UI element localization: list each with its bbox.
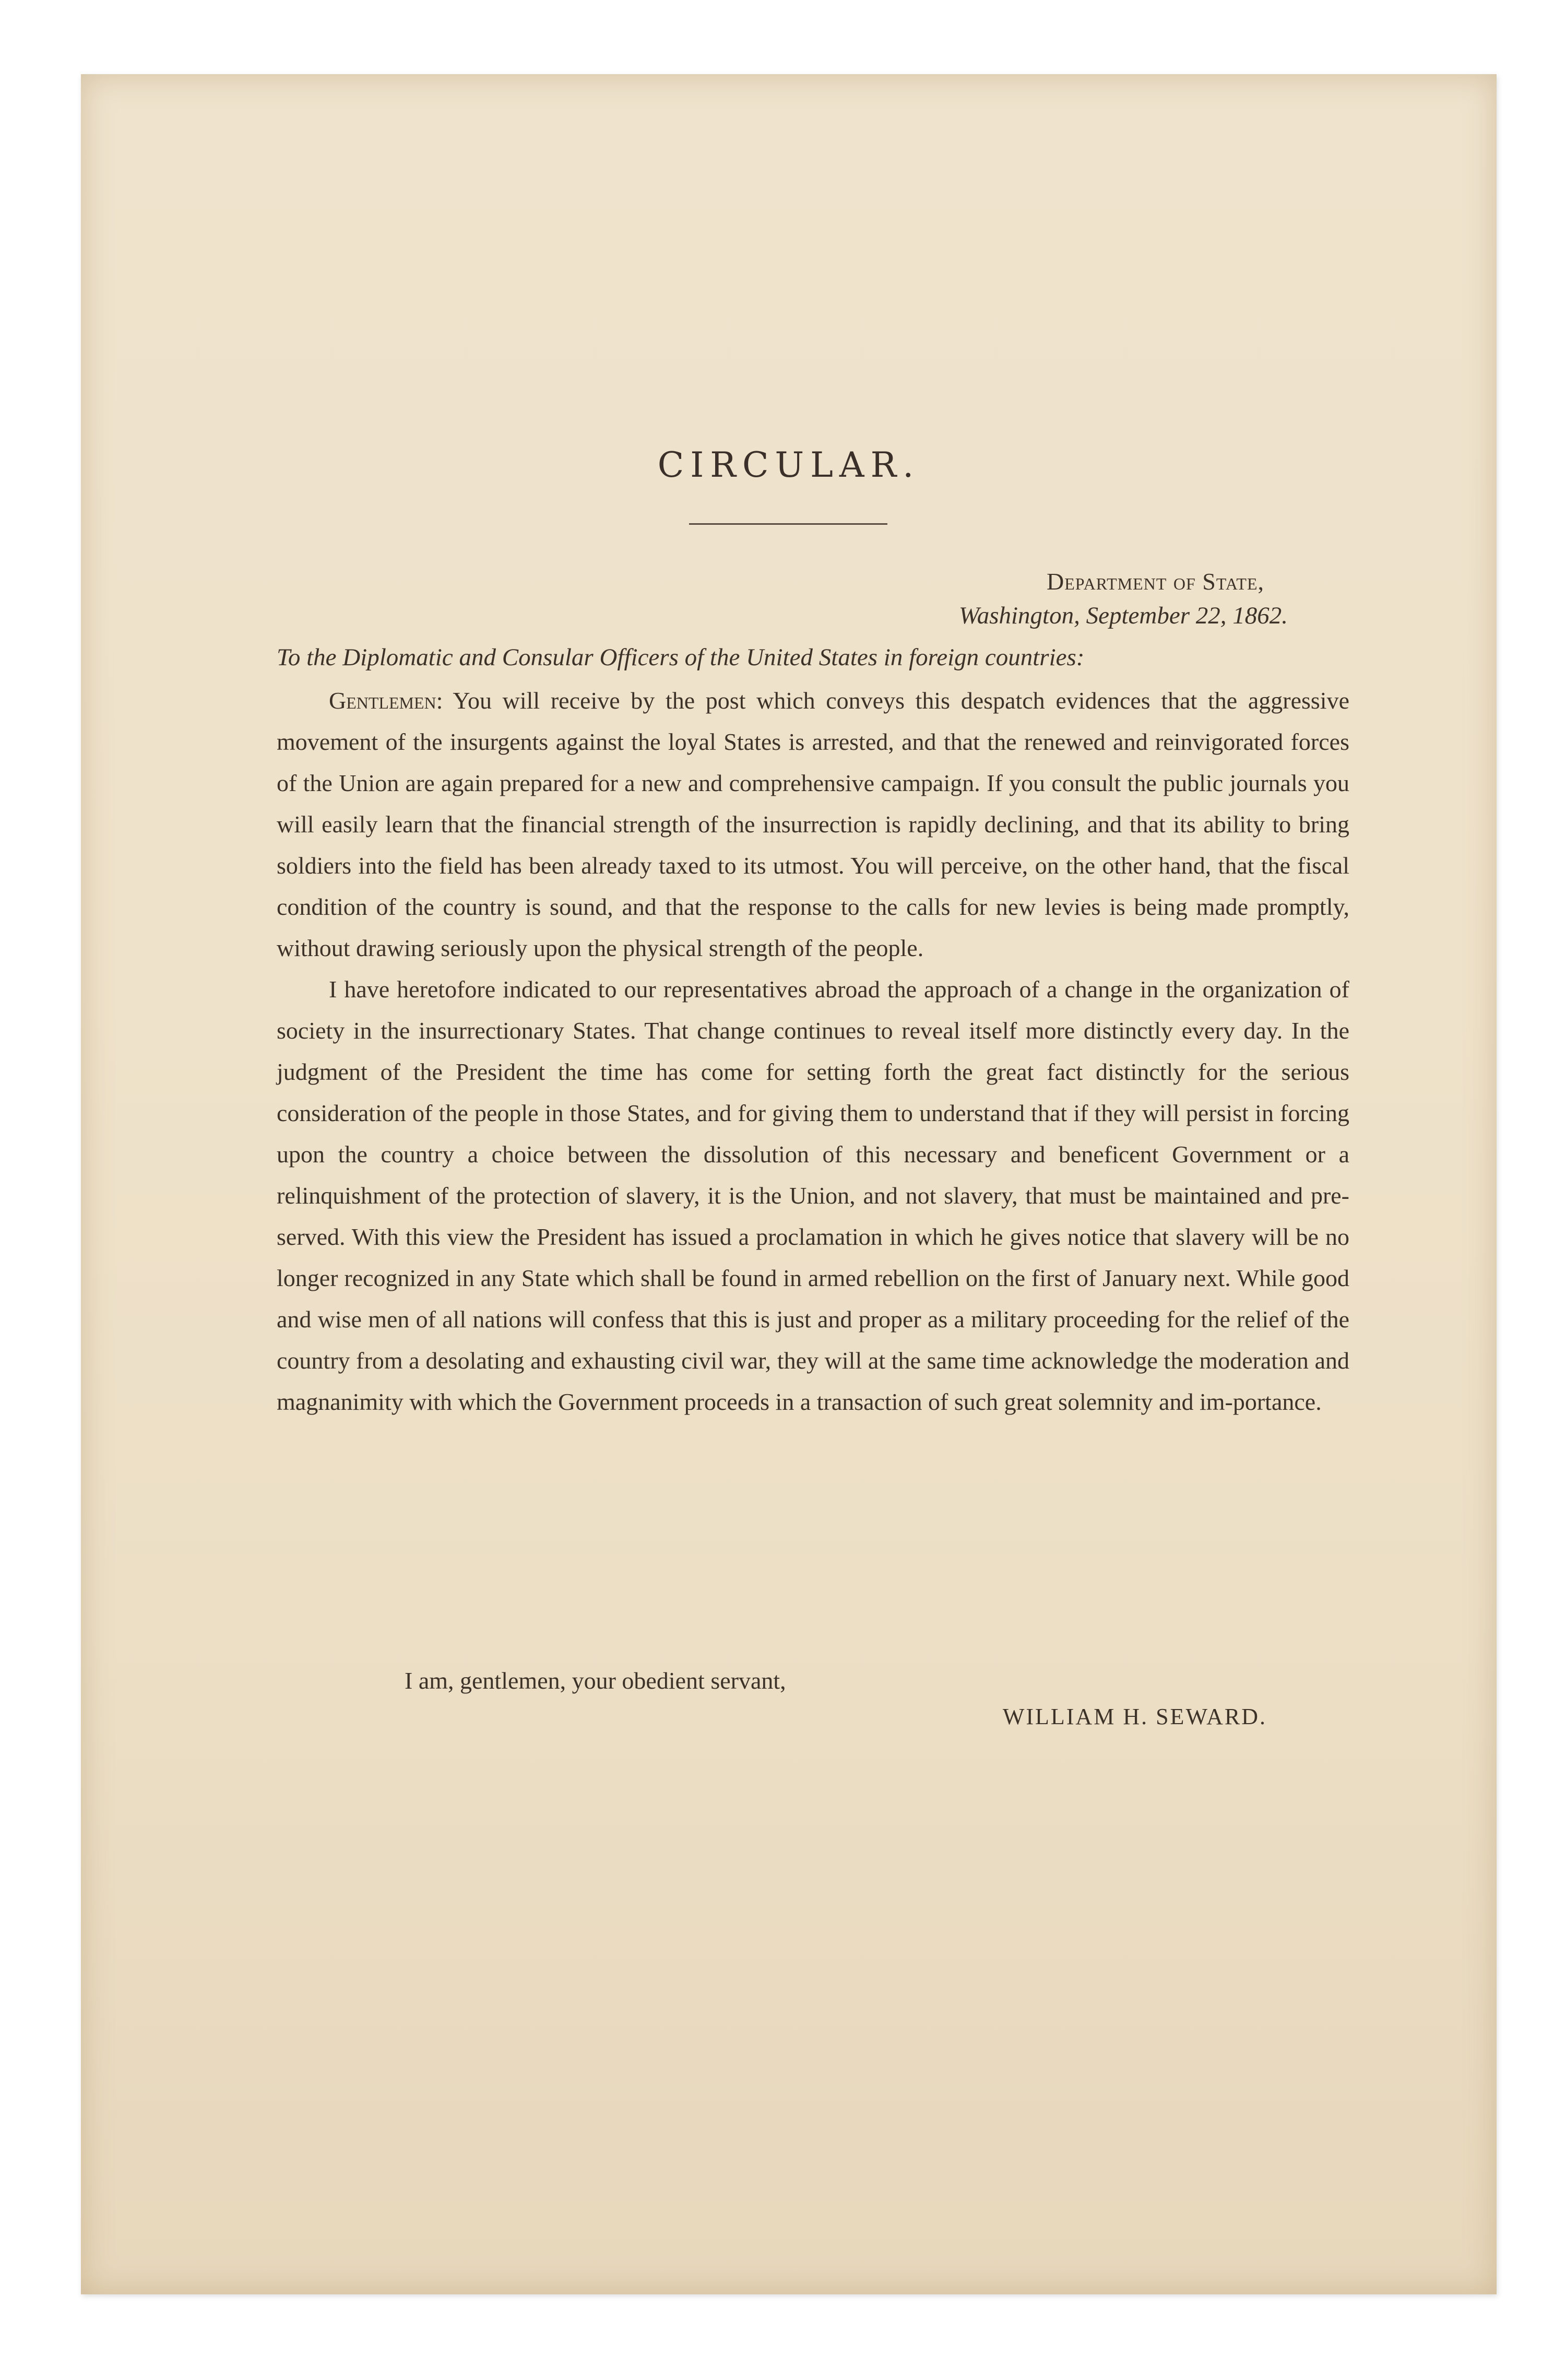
- document-title: CIRCULAR.: [657, 445, 920, 485]
- date-line: Washington, September 22, 1862.: [958, 602, 1288, 629]
- paragraph-2: I have heretofore indicated to our representatives abroad the approach of a change in the organization of society in the insurrectionary States. That change continues to reveal itself more distinctly every day. In the judgment of the President the time has come for setting forth the great fact distinctly for the serious consideration of the people in those States, and for giving them to understand that if they will persist in forcing upon the country a choice between the dissolution of this necessary and beneficent Government or a relinquishment of the protection of slavery, it is the Union, and not slavery, that must be maintained and pre-served. With this view the President has issued a proclamation in which he gives notice that slavery will be no longer recognized in any State which shall be found in armed rebellion on the first of January next. While good and wise men of all nations will confess that this is just and proper as a military proceeding for the relief of the country from a desolating and exhausting civil war, they will at the same time acknowledge the moderation and magnanimity with which the Government proceeds in a transaction of such great solemnity and im-portance.: [277, 976, 1349, 1415]
- paragraph-1-text: : You will receive by the post which conveys this despatch evidences that the aggressive movement of the insurgents against the loyal States is arrested, and that the renewed and reinvigorated forces of the Union are again prepared for a new and comprehensive campaign. If you consult the public journals you will easily learn that the financial strength of the insurrection is rapidly declining, and that its ability to bring soldiers into the field has been already taxed to its utmost. You will perceive, on the other hand, that the fiscal condition of the country is sound, and that the response to the calls for new levies is being made promptly, without drawing seriously upon the physical strength of the people.: [277, 687, 1349, 961]
- title-rule: [689, 523, 887, 525]
- salutation: Gentlemen: [329, 687, 436, 714]
- address-line: To the Diplomatic and Consular Officers of the United States in foreign countries:: [277, 644, 1085, 671]
- document-page: [81, 74, 1497, 2294]
- letter-body: [277, 680, 1349, 1422]
- paragraph-1: [277, 680, 1349, 969]
- closing-line: I am, gentlemen, your obedient servant,: [405, 1667, 786, 1694]
- signature: WILLIAM H. SEWARD.: [1002, 1704, 1267, 1729]
- department-line: Department of State,: [1047, 568, 1264, 595]
